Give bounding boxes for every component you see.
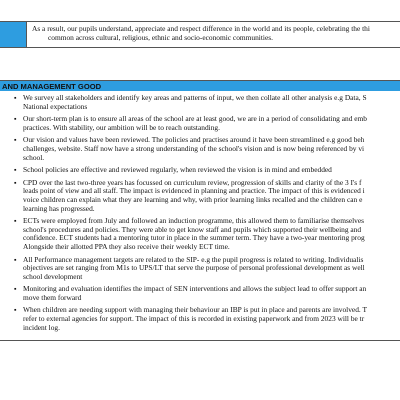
bullet-line: ▪ ECTs were employed from July and followed an induction programme, this allowed them to familiarise themselves	[23, 217, 365, 226]
bullet-line: leads point of view and all staff. The impact is evidenced in planning and practice. The impact of this is evidenced i	[23, 186, 365, 196]
bullet-list	[1, 94, 400, 332]
bullet-line: ▪ Monitoring and evaluation identifies the impact of SEN interventions and allows the subject lead to offer support an	[23, 285, 367, 294]
bullet-line: ▪ We survey all stakeholders and identify key areas and patterns of input, we then collate all other analysis e.g Data, S	[23, 94, 367, 102]
bullet-line: challenges, website. Staff now have a strong understanding of the school's vision and is now being referenced by vi	[23, 143, 365, 153]
top-table-text-cell	[27, 22, 400, 47]
main-table-content	[1, 91, 400, 340]
bullet-line: move them forward	[23, 292, 82, 302]
bullet-line: ▪ School policies are effective and reviewed regularly, when reviewed the vision is in mind and embedded	[23, 166, 332, 175]
bullet-line: ▪ All Performance management targets are related to the SIP- e.g the pupil progress is related to writing. Individualis	[23, 255, 364, 264]
bullet-item	[1, 256, 400, 282]
bullet-item	[1, 306, 400, 332]
bullet-line: practices. With stability, our ambition will be to reach outstanding.	[23, 122, 220, 132]
bullet-item	[1, 217, 400, 251]
bullet-line: objectives are set ranging from M1s to UPS/LT that serve the purpose of personal professional development as well	[23, 263, 365, 273]
bullet-item	[1, 179, 400, 213]
bullet-line: school.	[23, 152, 45, 162]
section-header: AND MANAGEMENT GOOD	[0, 80, 400, 91]
bullet-item	[1, 94, 400, 111]
bullet-line: ▪ Our vision and values have been reviewed. The policies and practises around it have been streamlined e.g good beh	[23, 136, 365, 145]
main-table	[0, 91, 400, 341]
bullet-line: learning has progressed.	[23, 203, 95, 213]
bullet-item	[1, 115, 400, 132]
bullet-item	[1, 136, 400, 162]
bullet-item	[1, 166, 400, 175]
bullet-line: confidence. ECT students had a mentoring tutor in place in the summer term. They have a two-year mentoring prog	[23, 233, 365, 243]
bullet-line: ▪ Our short-term plan is to ensure all areas of the school are at least good, we are in a period of consolidating and emb	[23, 115, 367, 124]
bullet-line: school's procedures and policies. They were able to get know staff and pupils which supported their wellbeing and	[23, 224, 362, 234]
bullet-line: Alongside their allotted PPA they also receive their weekly ECT time.	[23, 241, 230, 251]
bullet-line: incident log.	[23, 322, 60, 332]
top-text-line-2: common across cultural, religious, ethnic and socio-economic communities.	[48, 33, 273, 42]
top-text-line-1: As a result, our pupils understand, appreciate and respect difference in the world and its people, celebrating the thi	[32, 24, 370, 33]
top-table	[0, 21, 400, 48]
bullet-item	[1, 285, 400, 302]
bullet-line: ▪ When children are needing support with managing their behaviour an IBP is put in place and parents are involved. T	[23, 306, 367, 315]
bullet-line: National expectations	[23, 101, 88, 111]
bullet-line: ▪ CPD over the last two-three years has focussed on curriculum review, progression of skills and clarity of the 3 I's f	[23, 178, 362, 187]
bullet-line: refer to external agencies for support. The impact of this is recorded in existing paperwork and from 2023 will be tr	[23, 314, 365, 324]
bullet-line: voice children can explain what they are learning and why, with prior learning links recalled and the children can e	[23, 194, 363, 204]
top-table-color-cell	[0, 22, 27, 47]
bullet-line: school development	[23, 271, 83, 281]
